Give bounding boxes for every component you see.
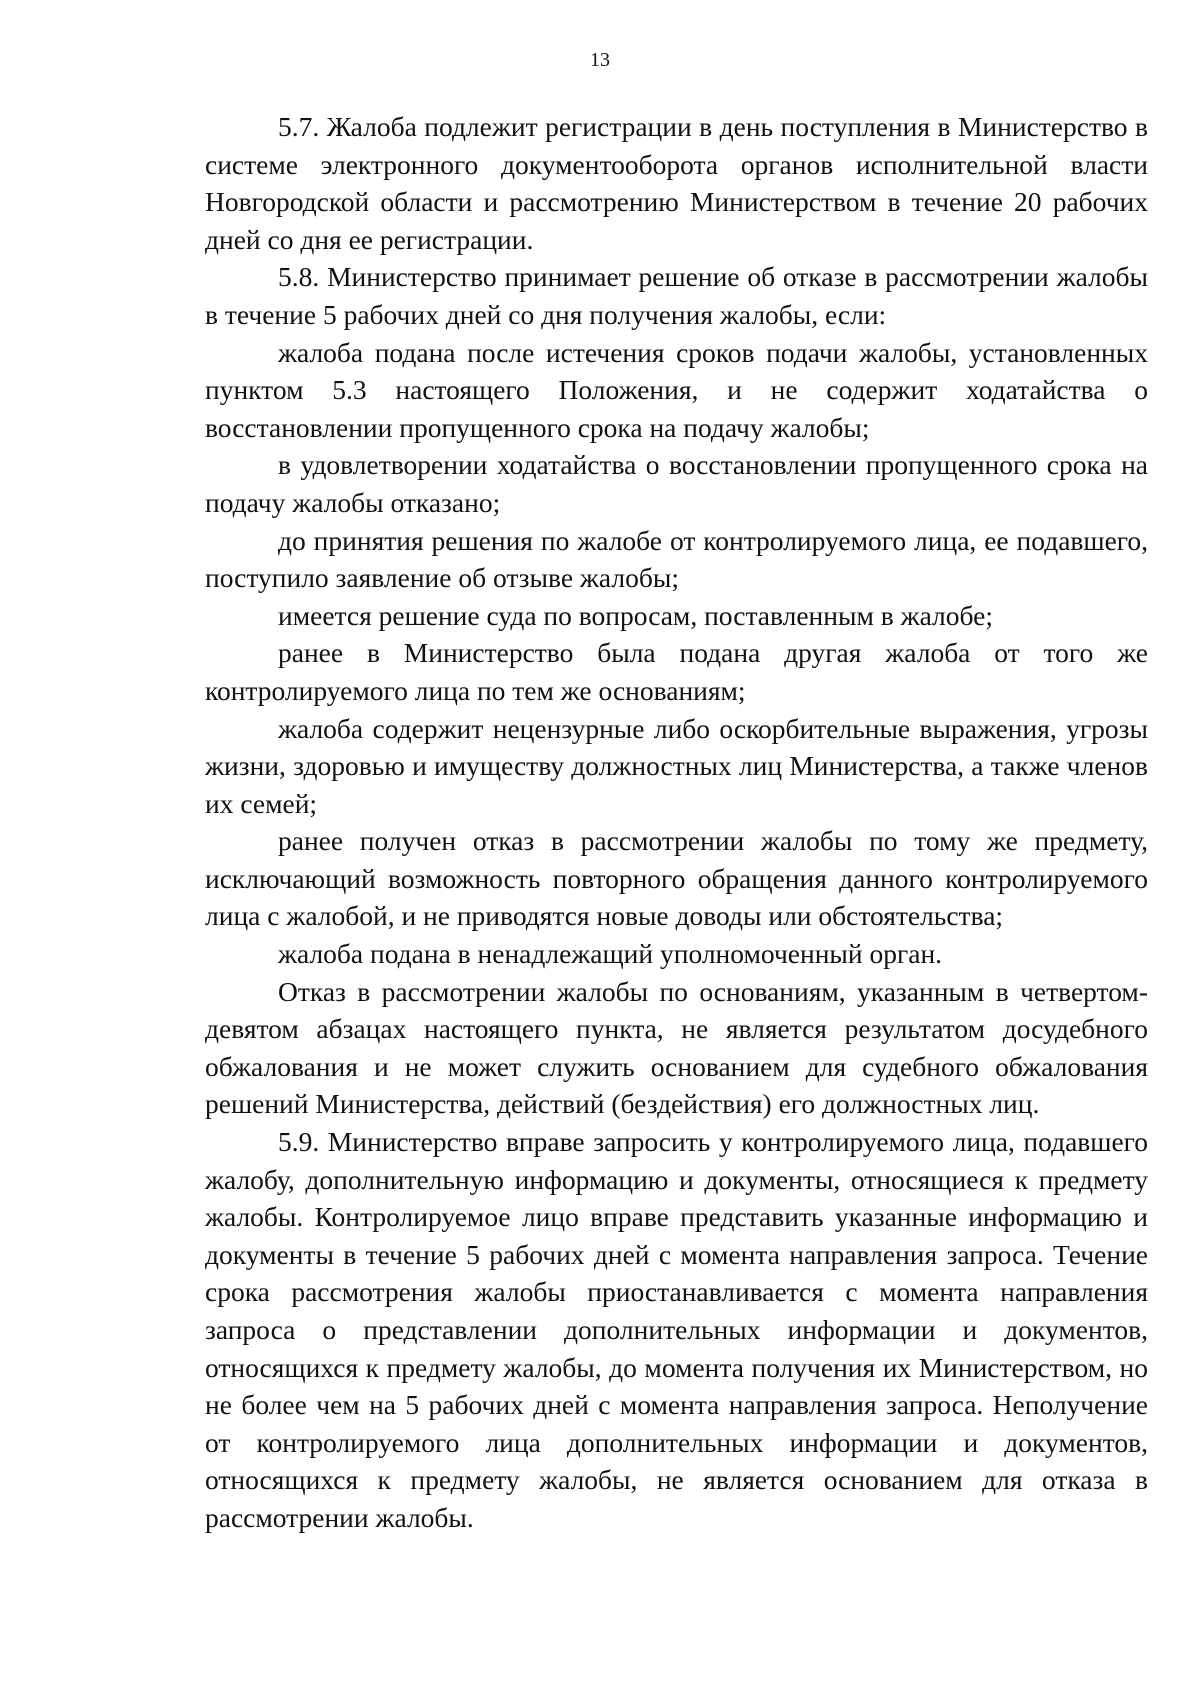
paragraph-ground-court-decision: имеется решение суда по вопросам, поставленным в жалобе; [278,599,993,631]
paragraph-ground-petition-denied: в удовлетворении ходатайства о восстановлении пропущенного срока на подачу жалобы отказано; [205,449,1148,518]
document-body [205,108,1148,1537]
paragraph-ground-deadline: жалоба подана после истечения сроков подачи жалобы, установленных пунктом 5.3 настоящего Положения, и не содержит ходатайства о восстановлении пропущенного срока на подачу жалобы; [205,336,1148,443]
paragraph-refusal-note: Отказ в рассмотрении жалобы по основаниям, указанным в четвертом-девятом абзацах настоящего пункта, не является результатом досудебного обжалования и не может служить основанием для судебного обжалования решений Министерства, действий (бездействия) его должностных лиц. [205,975,1148,1120]
paragraph-5-9: 5.9. Министерство вправе запросить у контролируемого лица, подавшего жалобу, дополнительную информацию и документы, относящиеся к предмету жалобы. Контролируемое лицо вправе представить указанные информацию и документы в течение 5 рабочих дней с момента направления запроса. Течение срока рассмотрения жалобы приостанавливается с момента направления запроса о представлении дополнительных информации и документов, относящихся к предмету жалобы, до момента получения их Министерством, но не более чем на 5 рабочих дней с момента направления запроса. Неполучение от контролируемого лица дополнительных информации и документов, относящихся к предмету жалобы, не является основанием для отказа в рассмотрении жалобы. [205,1126,1148,1533]
paragraph-ground-duplicate: ранее в Министерство была подана другая жалоба от того же контролируемого лица по тем же основаниям; [205,637,1148,706]
paragraph-ground-wrong-body: жалоба подана в ненадлежащий уполномоченный орган. [278,938,943,970]
paragraph-5-8: 5.8. Министерство принимает решение об отказе в рассмотрении жалобы в течение 5 рабочих дней со дня получения жалобы, если: [205,261,1148,330]
paragraph-5-7: 5.7. Жалоба подлежит регистрации в день поступления в Министерство в системе электронного документооборота органов исполнительной власти Новгородской области и рассмотрению Министерством в течение 20 рабочих дней со дня ее регистрации. [205,111,1148,255]
page-number: 13 [590,49,610,71]
paragraph-ground-withdrawal: до принятия решения по жалобе от контролируемого лица, ее подавшего, поступило заявление об отзыве жалобы; [205,524,1148,594]
paragraph-ground-prior-refusal: ранее получен отказ в рассмотрении жалобы по тому же предмету, исключающий возможность повторного обращения данного контролируемого лица с жалобой, и не приводятся новые доводы или обстоятельства; [205,825,1148,932]
paragraph-ground-offensive: жалоба содержит нецензурные либо оскорбительные выражения, угрозы жизни, здоровью и имуществу должностных лиц Министерства, а также членов их семей; [205,712,1148,819]
